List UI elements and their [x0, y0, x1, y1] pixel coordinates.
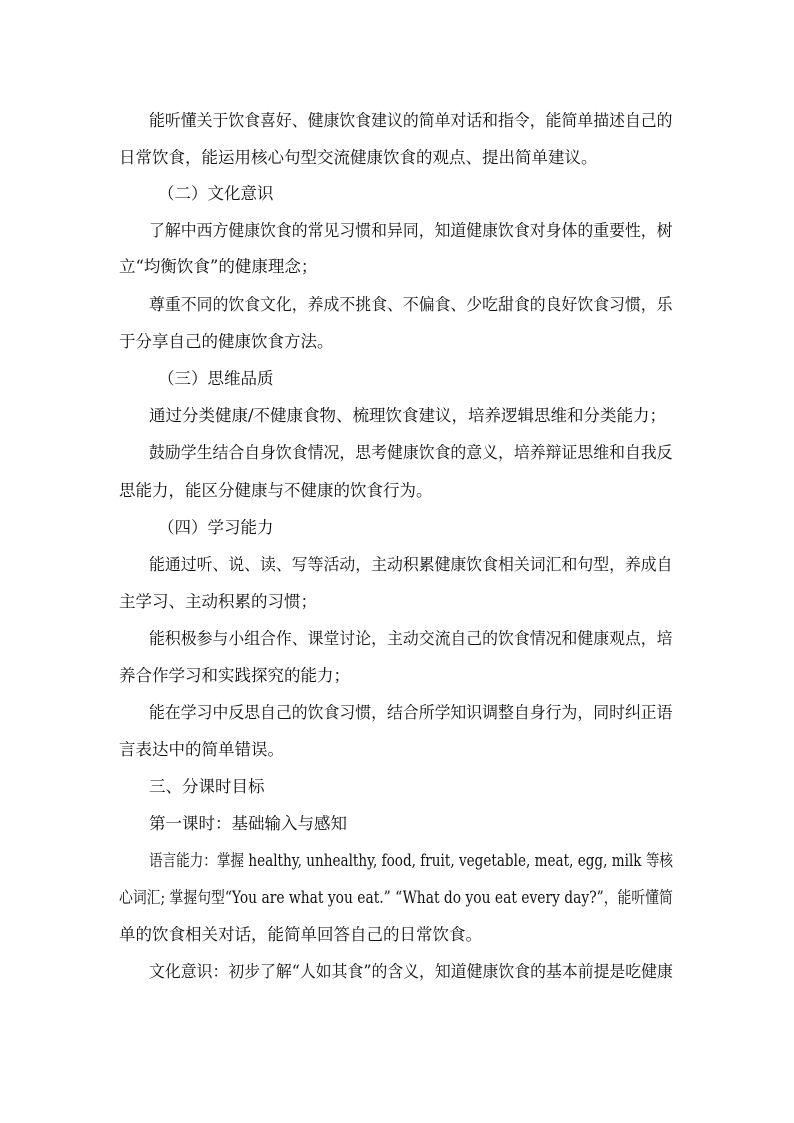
paragraph-line: 日常饮食，能运用核心句型交流健康饮食的观点、提出简单建议。 — [119, 148, 598, 167]
paragraph-line: 能通过听、说、读、写等活动，主动积累健康饮食相关词汇和句型，养成自 — [149, 555, 673, 574]
paragraph-line: 文化意识：初步了解“人如其食”的含义，知道健康饮食的基本前提是吃健康 — [149, 962, 673, 981]
paragraph-line: 立“均衡饮食”的健康理念； — [119, 257, 318, 276]
section-heading: （三）思维品质 — [158, 369, 274, 388]
paragraph-line: 心词汇; 掌握句型“You are what you eat.” “What do you eat every day?”，能听懂简 — [119, 888, 673, 907]
paragraph-line: 通过分类健康/不健康食物、梳理饮食建议，培养逻辑思维和分类能力； — [149, 406, 667, 425]
section-heading: （二）文化意识 — [158, 184, 274, 203]
paragraph-line: 语言能力：掌握 healthy, unhealthy, food, fruit, vegetable, meat, egg, milk 等核 — [149, 851, 673, 870]
paragraph-line: 言表达中的简单错误。 — [119, 740, 284, 759]
paragraph-line: 单的饮食相关对话，能简单回答自己的日常饮食。 — [119, 925, 482, 944]
paragraph-line: 鼓励学生结合自身饮食情况，思考健康饮食的意义，培养辩证思维和自我反 — [149, 443, 673, 462]
paragraph-line: 了解中西方健康饮食的常见习惯和异同，知道健康饮食对身体的重要性，树 — [149, 221, 673, 240]
paragraph-line: 尊重不同的饮食文化，养成不挑食、不偏食、少吃甜食的良好饮食习惯，乐 — [149, 295, 673, 314]
paragraph-line: 能听懂关于饮食喜好、健康饮食建议的简单对话和指令，能简单描述自己的 — [149, 111, 673, 130]
paragraph-line: 能在学习中反思自己的饮食习惯，结合所学知识调整自身行为，同时纠正语 — [149, 703, 673, 722]
subsection-heading: 第一课时：基础输入与感知 — [149, 814, 347, 833]
section-heading: 三、分课时目标 — [149, 777, 265, 796]
paragraph-line: 能积极参与小组合作、课堂讨论，主动交流自己的饮食情况和健康观点，培 — [149, 629, 673, 648]
paragraph-line: 养合作学习和实践探究的能力； — [119, 666, 350, 685]
paragraph-line: 于分享自己的健康饮食方法。 — [119, 332, 334, 351]
paragraph-line: 思能力，能区分健康与不健康的饮食行为。 — [119, 481, 433, 500]
paragraph-line: 主学习、主动积累的习惯； — [119, 592, 317, 611]
section-heading: （四）学习能力 — [158, 518, 274, 537]
